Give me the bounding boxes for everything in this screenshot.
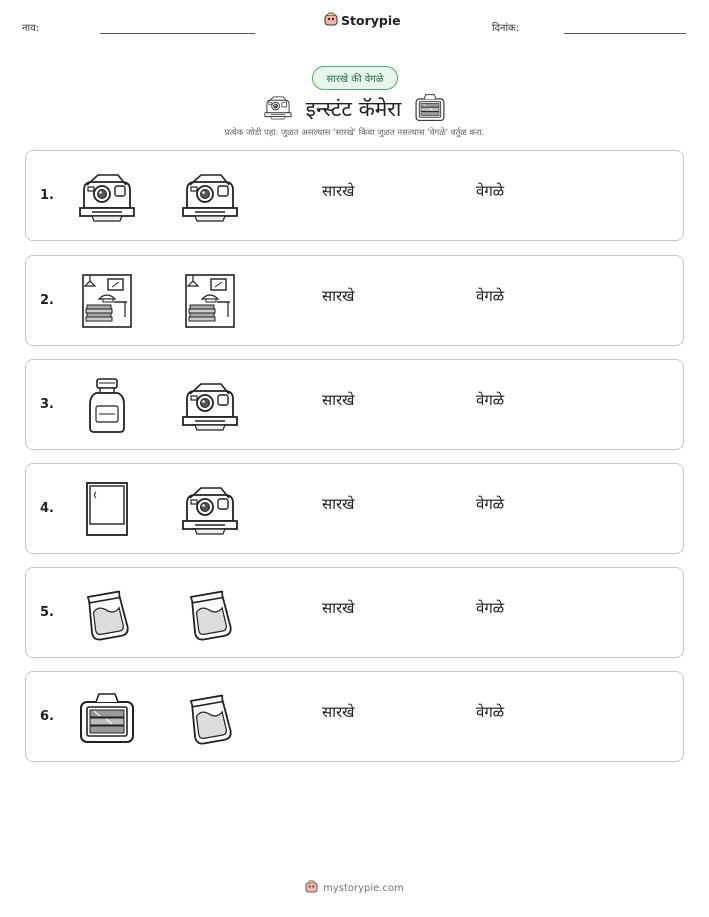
option-different[interactable]: वेगळे [476,391,505,409]
title-row [0,92,709,126]
instant-camera-icon [77,167,137,225]
name-field[interactable] [100,33,255,34]
name-label: नाव: [22,23,40,34]
option-different[interactable]: वेगळे [476,599,505,617]
instant-camera-icon [180,480,240,538]
option-same[interactable]: सारखे [322,495,355,513]
bottle-icon [77,376,137,434]
pouch-icon [180,584,240,642]
question-row-3 [25,359,684,450]
date-field[interactable] [564,33,686,34]
brand-logo [324,12,401,29]
instructions: प्रत्येक जोडी पहा. जुळत असल्यास 'सारखे' किंवा जुळत नसल्यास 'वेगळे' वर्तुळ करा. [224,128,485,138]
question-number: 4. [40,501,54,516]
question-row-6 [25,671,684,762]
film-cartridge-title-icon [415,92,445,126]
question-row-1 [25,150,684,241]
option-same[interactable]: सारखे [322,599,355,617]
date-label: दिनांक: [492,23,520,34]
option-different[interactable]: वेगळे [476,703,505,721]
option-different[interactable]: वेगळे [476,182,505,200]
option-same[interactable]: सारखे [322,287,355,305]
storypie-logo-icon [324,12,338,29]
option-same[interactable]: सारखे [322,391,355,409]
brand-name: Storypie [341,13,401,28]
question-number: 2. [40,293,54,308]
photo-room-icon [77,272,137,330]
footer [0,880,709,896]
question-number: 1. [40,188,54,203]
question-number: 3. [40,397,54,412]
instant-camera-icon [180,376,240,434]
question-number: 6. [40,709,54,724]
film-cartridge-icon [77,688,137,746]
question-row-4 [25,463,684,554]
pouch-icon [77,584,137,642]
option-same[interactable]: सारखे [322,703,355,721]
option-different[interactable]: वेगळे [476,287,505,305]
topic-badge: सारखे की वेगळे [312,66,398,90]
instant-camera-icon [180,167,240,225]
instant-camera-title-icon [264,93,292,125]
question-row-2 [25,255,684,346]
footer-url[interactable]: mystorypie.com [323,882,404,894]
option-different[interactable]: वेगळे [476,495,505,513]
storypie-footer-icon [305,880,318,896]
photo-room-icon [180,272,240,330]
page-title: इन्स्टंट कॅमेरा [305,97,402,121]
photo-frame-icon [77,480,137,538]
pouch-icon [180,688,240,746]
question-row-5 [25,567,684,658]
option-same[interactable]: सारखे [322,182,355,200]
question-number: 5. [40,605,54,620]
